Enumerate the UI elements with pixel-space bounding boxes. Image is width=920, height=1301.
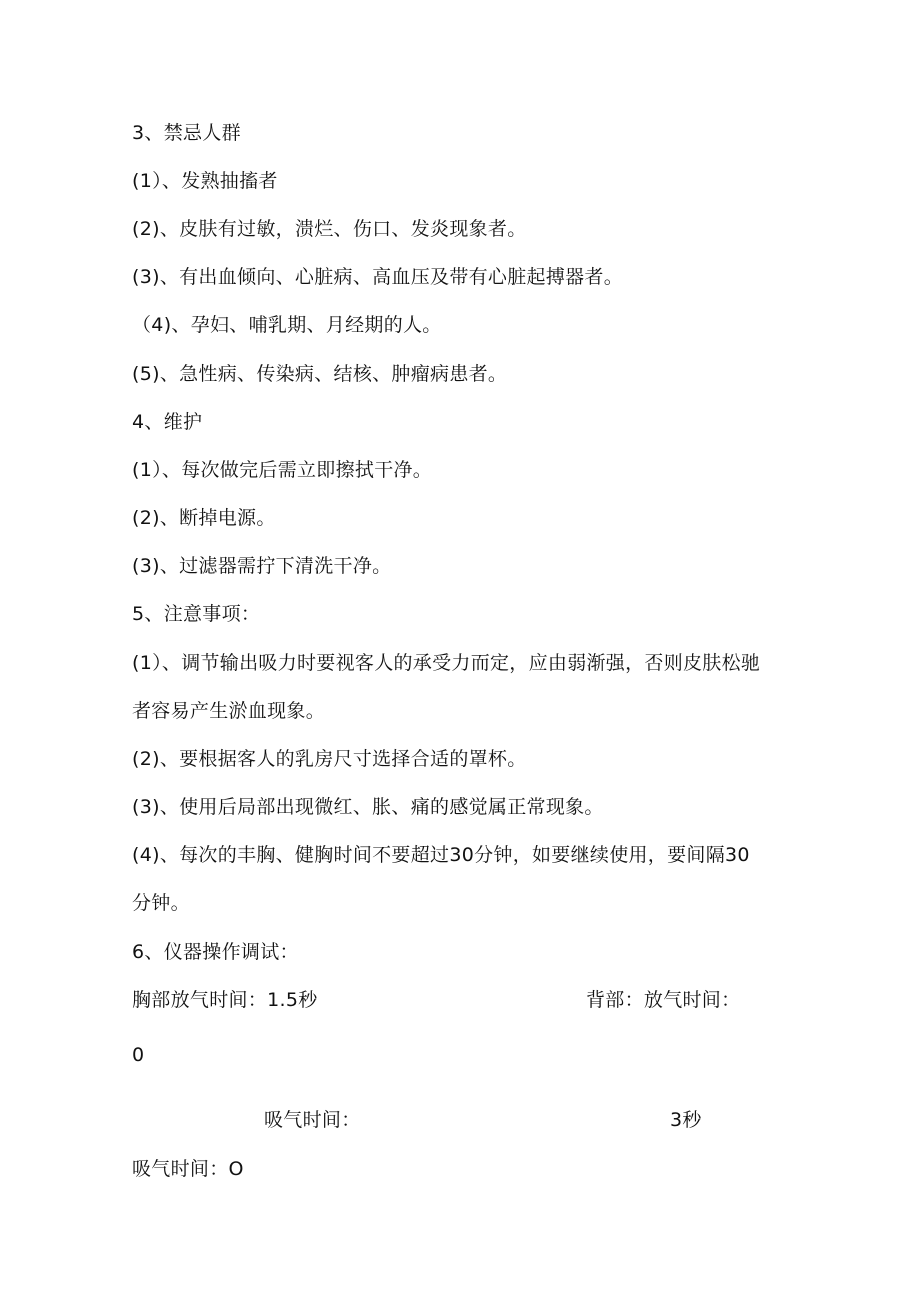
section-3-item-4: （4)、孕妇、哺乳期、月经期的人。 (132, 314, 442, 336)
section-6-heading: 6、仪器操作调试： (132, 941, 299, 963)
section-3-heading: 3、禁忌人群 (132, 122, 241, 144)
section-5-item-2: (2)、要根据客人的乳房尺寸选择合适的罩杯。 (132, 748, 527, 770)
section-4-item-1: (1）、每次做完后需立即擦拭干净。 (132, 459, 433, 481)
section-5-item-4-line-2: 分钟。 (132, 892, 190, 914)
section-4-item-2: (2)、断掉电源。 (132, 507, 276, 529)
section-3-item-5: (5)、急性病、传染病、结核、肿瘤病患者。 (132, 363, 508, 385)
section-4-item-3: (3)、过滤器需拧下清洗干净。 (132, 555, 392, 577)
section-5-heading: 5、注意事项： (132, 603, 261, 625)
section-5-item-1-line-1: (1）、调节输出吸力时要视客人的承受力而定，应由弱渐强，否则皮肤松驰 (132, 652, 761, 674)
section-3-item-2: (2)、皮肤有过敏，溃烂、伤口、发炎现象者。 (132, 218, 527, 240)
section-5-item-3: (3)、使用后局部出现微红、胀、痛的感觉属正常现象。 (132, 796, 604, 818)
chest-deflate-time: 胸部放气时间：1.5秒 (132, 989, 318, 1011)
back-inhale-time: 吸气时间：O (132, 1158, 244, 1180)
section-3-item-1: (1）、发熟抽搐者 (132, 170, 278, 192)
section-5-item-1-line-2: 者容易产生淤血现象。 (132, 700, 326, 722)
back-deflate-label: 背部：放气时间： (586, 989, 741, 1011)
back-deflate-value: 0 (132, 1044, 145, 1066)
section-3-item-3: (3)、有出血倾向、心脏病、高血压及带有心脏起搏器者。 (132, 266, 624, 288)
section-5-item-4-line-1: (4)、每次的丰胸、健胸时间不要超过30分钟，如要继续使用，要间隔30 (132, 844, 750, 866)
section-4-heading: 4、维护 (132, 411, 203, 433)
inhale-time-label: 吸气时间： (264, 1109, 361, 1131)
inhale-time-value: 3秒 (670, 1109, 702, 1131)
